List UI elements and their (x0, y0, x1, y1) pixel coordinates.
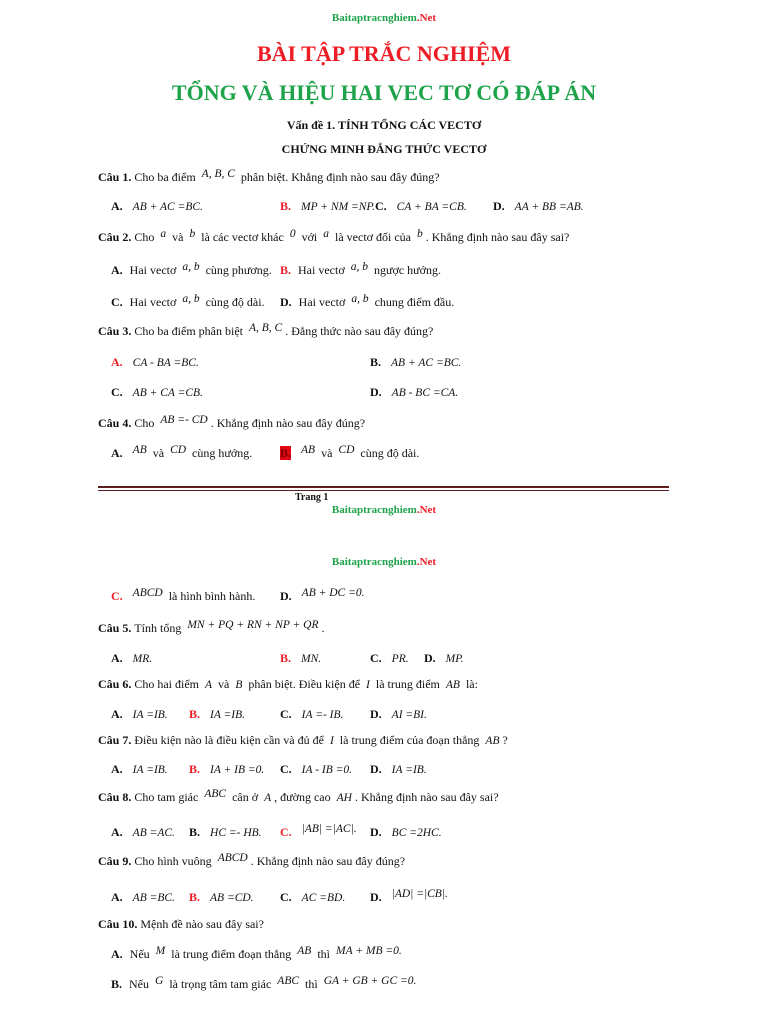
math-expression: AB + CA =CB. (132, 387, 203, 399)
math-expression: MN + PQ + RN + NP + QR (187, 619, 319, 631)
question-text: Tính tổng (134, 621, 185, 635)
question-label: Câu 9. (98, 854, 132, 868)
math-expression: IA =IB. (210, 709, 246, 721)
option-text: Hai vectơ (298, 295, 349, 309)
math-expression: ABC (277, 975, 300, 987)
option-b (280, 263, 441, 278)
option-c (111, 385, 206, 400)
math-expression: a, b (350, 261, 368, 273)
question-text: . Khẳng định nào sau đây sai? (425, 230, 570, 244)
question-text: phân biệt. Khẳng định nào sau đây đúng? (237, 170, 440, 184)
brand-suffix: .Net (416, 12, 437, 24)
option-text: cùng độ dài. (357, 446, 420, 460)
math-expression: AB (132, 444, 147, 456)
option-b (280, 651, 324, 666)
question-text: , đường cao (274, 790, 334, 804)
option-letter: D. (370, 762, 382, 776)
question-text: Điều kiện nào là điều kiện cần và đủ để (134, 733, 327, 747)
math-expression: CD (338, 444, 355, 456)
math-expression: GA + GB + GC =0. (323, 975, 417, 987)
math-expression: AB =BC. (132, 892, 175, 904)
math-expression: IA - IB =0. (301, 764, 353, 776)
question-text: với (298, 230, 321, 244)
math-expression: b (416, 228, 423, 240)
option-letter: C. (280, 825, 292, 839)
math-expression: B (235, 679, 243, 691)
math-expression: AB (445, 679, 460, 691)
math-expression: MN. (301, 653, 322, 665)
math-expression: G (155, 975, 164, 987)
question-text: Cho hình vuông (134, 854, 215, 868)
question-label: Câu 8. (98, 790, 132, 804)
question-text: và (215, 677, 233, 691)
question-text: Cho ba điểm (134, 170, 199, 184)
question-text: . Đẳng thức nào sau đây đúng? (285, 324, 434, 338)
option-c (111, 589, 255, 604)
option-text: cùng hướng. (189, 446, 253, 460)
option-letter: C. (280, 890, 292, 904)
option-a (111, 825, 178, 840)
brand-suffix: .Net (416, 556, 437, 568)
math-expression: I (329, 735, 334, 747)
question-label: Câu 7. (98, 733, 132, 747)
option-c (280, 707, 346, 722)
question-text: là vectơ đối của (332, 230, 414, 244)
site-brand-header-page-2 (0, 556, 768, 569)
topic-heading: Vấn đề 1. TÍNH TỔNG CÁC VECTƠ (286, 118, 482, 132)
math-expression: ABCD (217, 852, 248, 864)
question-2 (98, 230, 569, 245)
option-letter-highlighted: B. (280, 446, 292, 460)
option-letter: B. (280, 651, 292, 665)
math-expression: AB (297, 945, 312, 957)
question-6 (98, 677, 478, 692)
math-expression: A, B, C (249, 322, 283, 334)
question-text: phân biệt. Điều kiện để (245, 677, 364, 691)
option-letter: C. (370, 651, 382, 665)
question-text: ? (502, 733, 508, 747)
option-text: là trọng tâm tam giác (166, 977, 275, 991)
math-expression: b (189, 228, 196, 240)
brand-name: Baitaptracnghiem (331, 504, 417, 516)
topic-subheading: CHỨNG MINH ĐẲNG THỨC VECTƠ (281, 142, 487, 156)
option-letter: A. (111, 263, 123, 277)
math-expression: CA - BA =BC. (132, 357, 199, 369)
math-expression: BC =2HC. (391, 827, 442, 839)
math-expression: a, b (182, 261, 200, 273)
question-text: Mệnh đề nào sau đây sai? (140, 917, 264, 931)
math-expression: a (160, 228, 167, 240)
question-text: . (321, 621, 325, 635)
math-expression: ABC (204, 788, 227, 800)
option-letter: A. (111, 199, 123, 213)
brand-name: Baitaptracnghiem (331, 12, 417, 24)
option-d (370, 825, 445, 840)
option-d (370, 890, 451, 905)
math-expression: PR. (391, 653, 409, 665)
option-text: và (149, 446, 168, 460)
question-text: . Khẳng định nào sau đây đúng? (250, 854, 406, 868)
option-d (280, 295, 454, 310)
math-expression: AB =CD. (210, 892, 254, 904)
option-a (111, 263, 272, 278)
document-subtitle: TỔNG VÀ HIỆU HAI VEC TƠ CÓ ĐÁP ÁN (171, 80, 597, 105)
brand-suffix: .Net (416, 504, 437, 516)
math-expression: CA + BA =CB. (396, 201, 467, 213)
option-c (280, 825, 360, 840)
option-text: Nếu (129, 977, 153, 991)
option-b (280, 199, 378, 214)
option-letter: C. (111, 385, 123, 399)
question-text: cân ở (229, 790, 262, 804)
option-letter: D. (493, 199, 505, 213)
option-text: Hai vectơ (129, 295, 180, 309)
option-letter: D. (370, 890, 382, 904)
option-d (280, 589, 367, 604)
question-text: Cho ba điểm phân biệt (134, 324, 246, 338)
math-expression: MP. (445, 653, 464, 665)
math-expression: A, B, C (201, 168, 235, 180)
math-expression: A (264, 792, 272, 804)
option-text: Hai vectơ (129, 263, 180, 277)
question-text: là các vectơ khác (198, 230, 287, 244)
question-label: Câu 4. (98, 416, 132, 430)
option-text: chung điểm đầu. (371, 295, 455, 309)
option-d (493, 199, 587, 214)
option-c (370, 651, 412, 666)
math-expression: AB =- CD (160, 414, 208, 426)
question-1 (98, 170, 440, 185)
page-number: Trang 1 (295, 492, 329, 503)
question-label: Câu 1. (98, 170, 132, 184)
page-separator-thin (98, 490, 669, 491)
question-text: Cho (134, 416, 158, 430)
math-expression: MR. (132, 653, 153, 665)
option-text: thì (314, 947, 333, 961)
math-expression: AH (336, 792, 352, 804)
math-expression: |AB| =|AC|. (301, 823, 357, 835)
question-text: và (169, 230, 187, 244)
option-d (424, 651, 467, 666)
option-letter: B. (189, 707, 201, 721)
option-b (189, 890, 257, 905)
math-expression: IA =IB. (132, 709, 168, 721)
math-expression: I (366, 679, 370, 691)
math-expression: a, b (351, 293, 369, 305)
option-c (280, 890, 348, 905)
option-letter: B. (280, 263, 292, 277)
option-letter: C. (280, 762, 292, 776)
option-letter: A. (111, 947, 123, 961)
option-letter: A. (111, 890, 123, 904)
math-expression: M (155, 945, 166, 957)
option-letter: D. (370, 707, 382, 721)
option-letter: B. (189, 890, 201, 904)
option-letter: D. (370, 385, 382, 399)
math-expression: IA =- IB. (301, 709, 344, 721)
site-brand-header (0, 12, 768, 25)
option-letter: D. (280, 589, 292, 603)
option-d (370, 385, 461, 400)
option-b (280, 446, 419, 461)
option-letter: A. (111, 651, 123, 665)
option-text: cùng phương. (202, 263, 272, 277)
option-a (111, 707, 171, 722)
question-label: Câu 3. (98, 324, 132, 338)
math-expression: AB (301, 444, 316, 456)
option-letter: B. (111, 977, 123, 991)
math-expression: AI =BI. (391, 709, 427, 721)
math-expression: MP + NM =NP. (301, 201, 375, 213)
option-a (111, 890, 178, 905)
option-text: Hai vectơ (298, 263, 348, 277)
math-expression: AB (485, 735, 500, 747)
question-9 (98, 854, 405, 869)
option-letter: D. (280, 295, 292, 309)
question-label: Câu 10. (98, 917, 138, 931)
question-text: là trung điểm của đoạn thẳng (336, 733, 483, 747)
option-a (111, 199, 206, 214)
option-letter: C. (280, 707, 292, 721)
page-separator-thick (98, 486, 669, 488)
option-letter: A. (111, 707, 123, 721)
option-letter: C. (375, 199, 387, 213)
option-text: là hình bình hành. (165, 589, 256, 603)
option-letter: B. (370, 355, 382, 369)
option-letter: C. (111, 295, 123, 309)
option-text: cùng độ dài. (202, 295, 265, 309)
option-a (111, 355, 202, 370)
math-expression: AB - BC =CA. (391, 387, 459, 399)
question-8 (98, 790, 499, 805)
math-expression: ABCD (132, 587, 163, 599)
option-letter: B. (189, 825, 201, 839)
option-b (189, 762, 267, 777)
option-text: Nếu (129, 947, 153, 961)
question-label: Câu 5. (98, 621, 132, 635)
question-text: Cho (134, 230, 158, 244)
math-expression: AB =AC. (132, 827, 175, 839)
option-letter: A. (111, 762, 123, 776)
option-a (111, 446, 252, 461)
math-expression: HC =- HB. (210, 827, 262, 839)
option-text: thì (302, 977, 321, 991)
math-expression: IA + IB =0. (210, 764, 265, 776)
option-text: là trung điểm đoạn thẳng (168, 947, 295, 961)
option-letter: A. (111, 825, 123, 839)
math-expression: MA + MB =0. (335, 945, 402, 957)
option-d (370, 707, 430, 722)
math-expression: CD (170, 444, 187, 456)
option-a (111, 762, 171, 777)
math-expression: 0 (289, 228, 296, 240)
math-expression: A (205, 679, 213, 691)
option-letter: D. (370, 825, 382, 839)
option-c (111, 295, 265, 310)
question-text: Cho hai điểm (134, 677, 203, 691)
option-c (280, 762, 355, 777)
question-text: là: (462, 677, 478, 691)
question-text: . Khẳng định nào sau đây đúng? (210, 416, 366, 430)
math-expression: AA + BB =AB. (514, 201, 584, 213)
option-letter: B. (280, 199, 292, 213)
option-letter: A. (111, 355, 123, 369)
brand-name: Baitaptracnghiem (331, 556, 417, 568)
option-d (370, 762, 430, 777)
question-text: . Khẳng định nào sau đây sai? (354, 790, 499, 804)
question-3 (98, 324, 433, 339)
option-b (111, 977, 419, 992)
option-b (370, 355, 464, 370)
math-expression: a, b (182, 293, 200, 305)
math-expression: AC =BD. (301, 892, 346, 904)
question-7 (98, 733, 508, 748)
option-text: ngược hướng. (370, 263, 441, 277)
math-expression: a (323, 228, 329, 240)
option-c (375, 199, 470, 214)
math-expression: AB + AC =BC. (391, 357, 462, 369)
question-label: Câu 2. (98, 230, 132, 244)
question-4 (98, 416, 365, 431)
site-brand-footer (0, 504, 768, 517)
option-letter: B. (189, 762, 201, 776)
math-expression: AB + AC =BC. (132, 201, 203, 213)
option-text: và (318, 446, 336, 460)
question-5 (98, 621, 324, 636)
document-title: BÀI TẬP TRẮC NGHIỆM (256, 41, 512, 66)
question-text: là trung điểm (372, 677, 443, 691)
option-letter: D. (424, 651, 436, 665)
math-expression: IA =IB. (132, 764, 168, 776)
question-10 (98, 917, 264, 931)
option-a (111, 947, 405, 962)
math-expression: AB + DC =0. (301, 587, 365, 599)
option-a (111, 651, 155, 666)
option-letter: C. (111, 589, 123, 603)
option-letter: A. (111, 446, 123, 460)
math-expression: IA =IB. (391, 764, 427, 776)
question-text: Cho tam giác (134, 790, 202, 804)
option-b (189, 825, 265, 840)
math-expression: |AD| =|CB|. (391, 888, 448, 900)
question-label: Câu 6. (98, 677, 132, 691)
option-b (189, 707, 248, 722)
